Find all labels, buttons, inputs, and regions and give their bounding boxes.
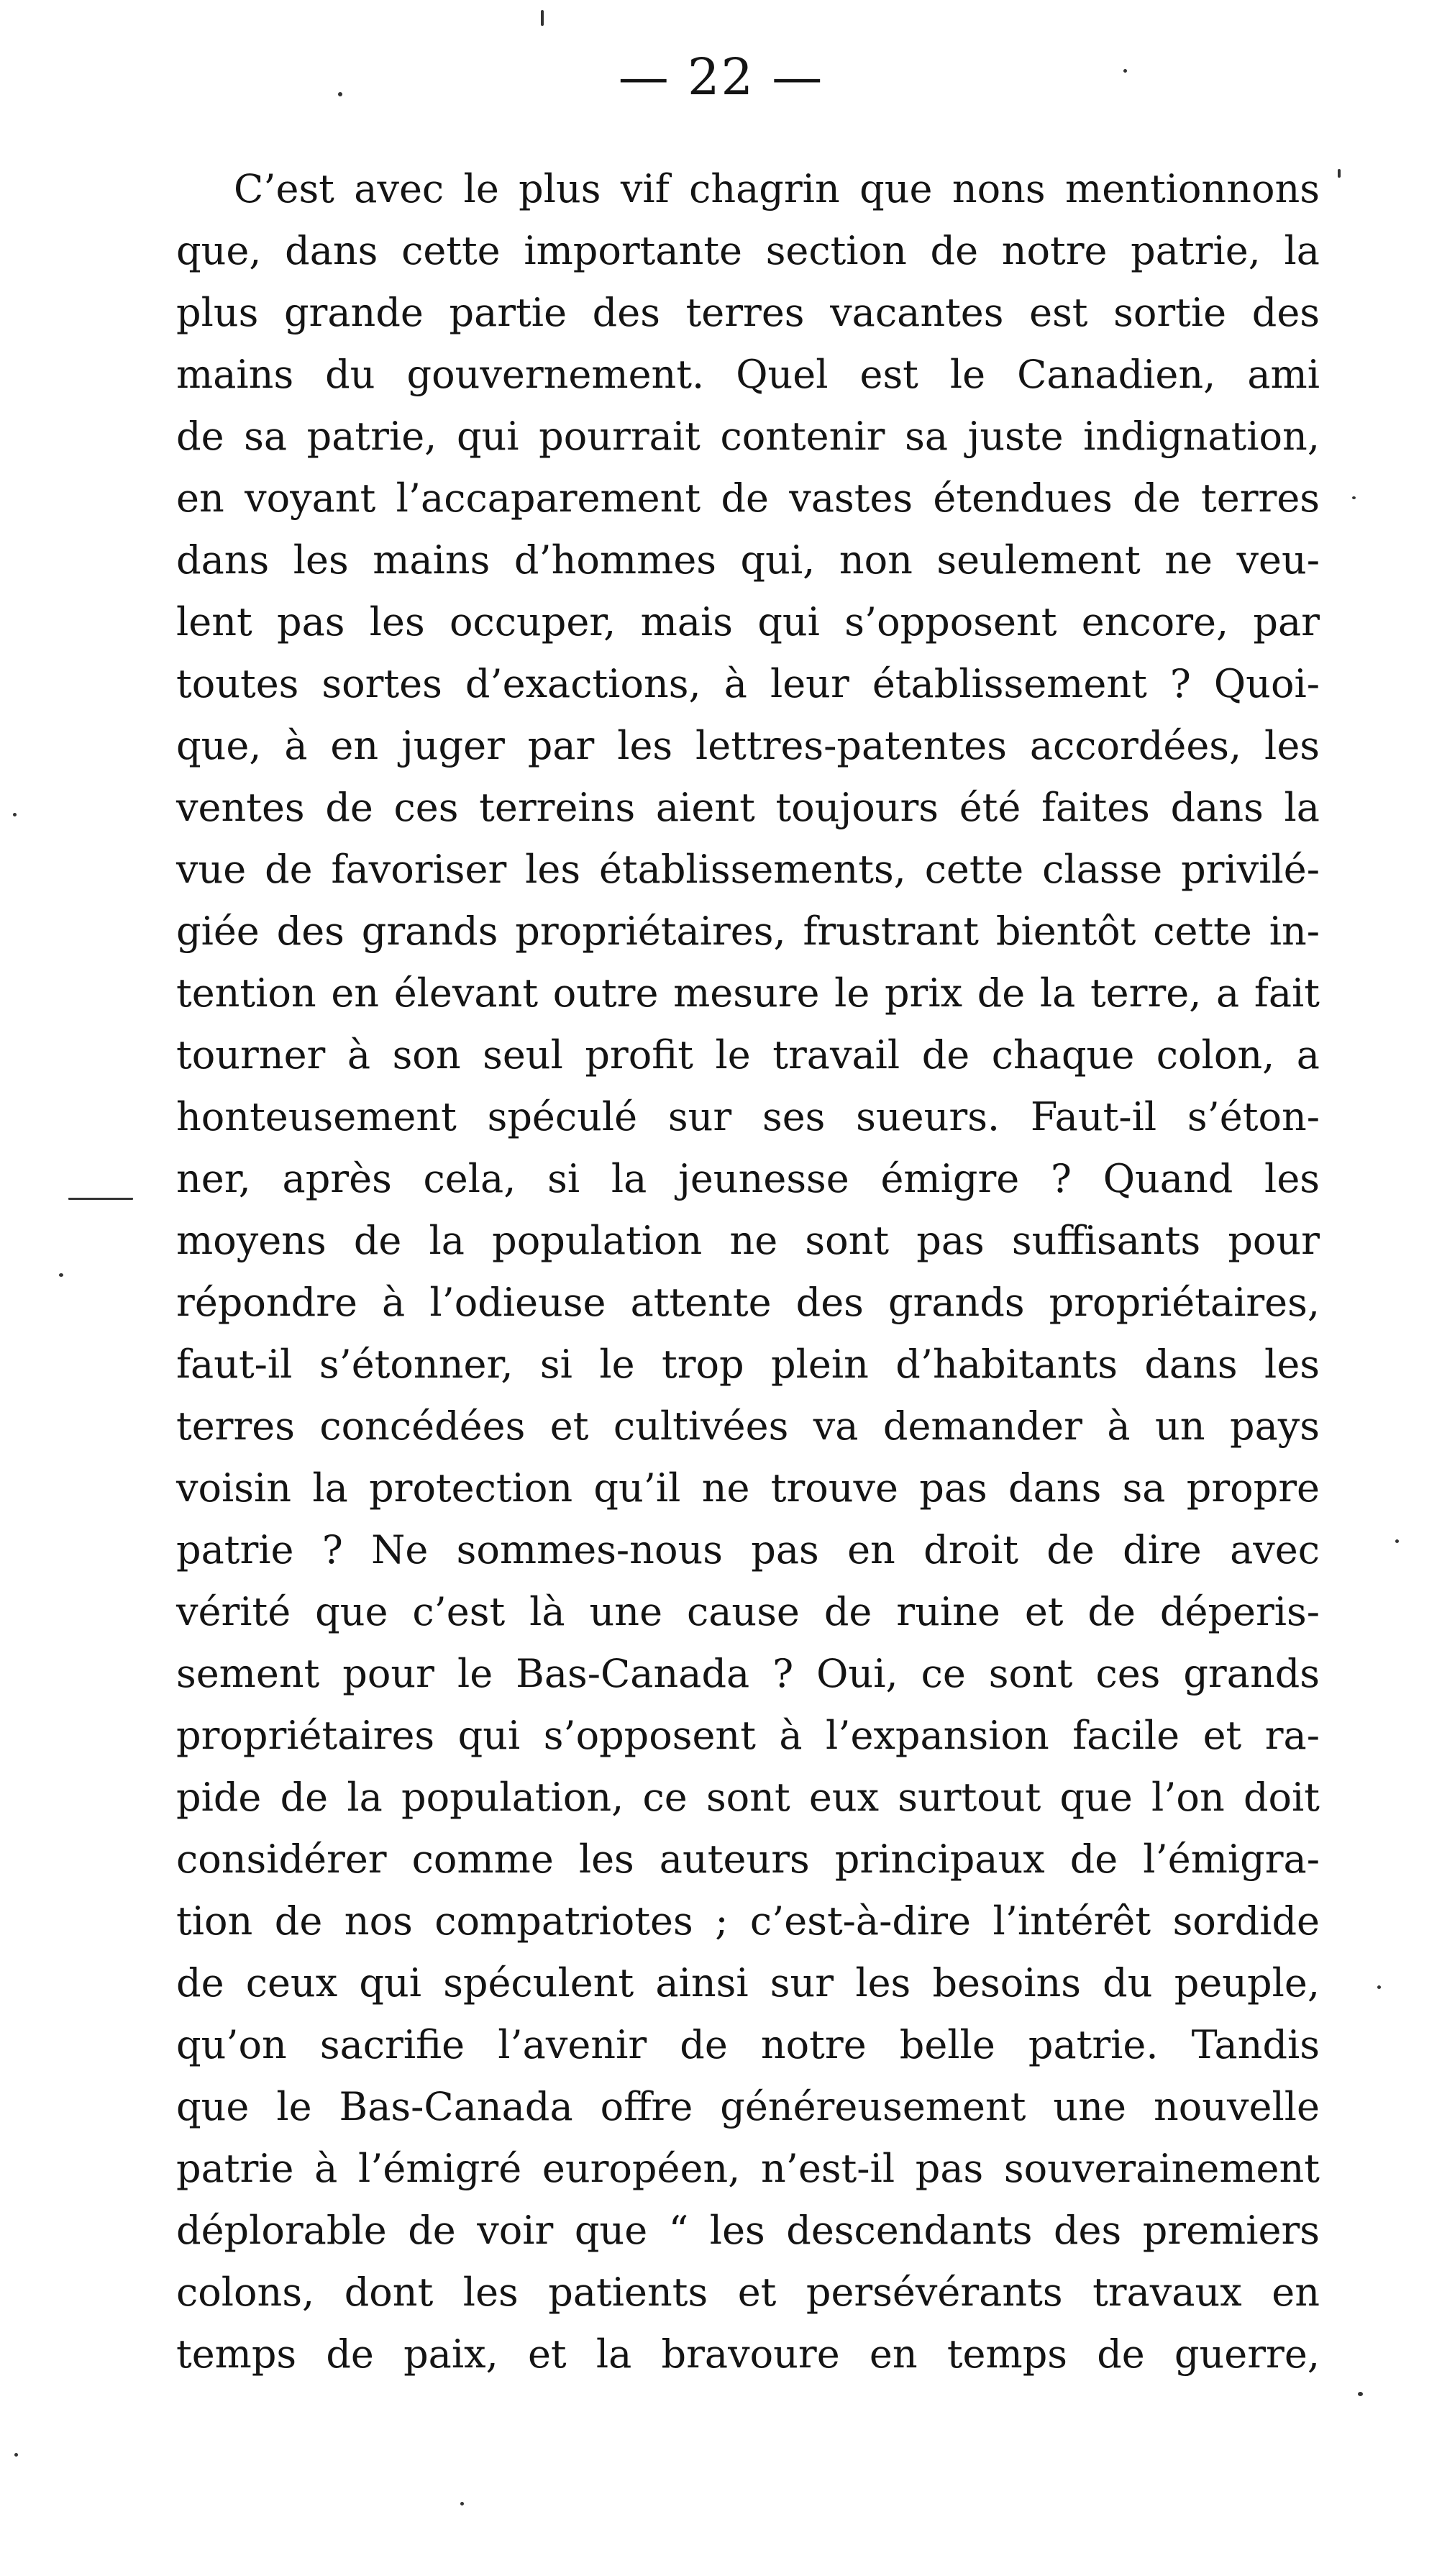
scan-speck [1395, 1539, 1399, 1543]
text-line: qu’on sacrifie l’avenir de notre belle patrie. Tandis [176, 2022, 1320, 2067]
text-line: déplorable de voir que “ les descendants des premiers [176, 2208, 1320, 2253]
text-line: sement pour le Bas-Canada ? Oui, ce sont ces grands [176, 1651, 1320, 1696]
scan-speck [1123, 69, 1127, 73]
scan-speck [1358, 2392, 1363, 2396]
text-line: patrie ? Ne sommes-nous pas en droit de dire avec [176, 1527, 1320, 1573]
text-line: en voyant l’accaparement de vastes étendues de terres [176, 475, 1320, 521]
text-line: vue de favoriser les établissements, cette classe privilé- [176, 847, 1320, 892]
text-line: dans les mains d’hommes qui, non seulement ne veu- [176, 537, 1320, 583]
scan-speck [59, 1273, 63, 1277]
text-line: tourner à son seul profit le travail de chaque colon, a [176, 1032, 1320, 1078]
scan-speck [13, 813, 17, 816]
scan-speck [1338, 169, 1341, 178]
text-line: propriétaires qui s’opposent à l’expansion facile et ra- [176, 1713, 1320, 1758]
text-line: terres concédées et cultivées va demander à un pays [176, 1403, 1320, 1449]
text-line: colons, dont les patients et persévérants travaux en [176, 2270, 1320, 2315]
body-text [176, 158, 1320, 2385]
scan-speck [14, 2453, 18, 2457]
text-line: de ceux qui spéculent ainsi sur les besoins du peuple, [176, 1960, 1320, 2006]
scan-speck [68, 1198, 133, 1200]
text-line: tention en élevant outre mesure le prix de la terre, a fait [176, 970, 1320, 1016]
text-line: mains du gouvernement. Quel est le Canadien, ami [176, 352, 1320, 397]
text-line: toutes sortes d’exactions, à leur établissement ? Quoi- [176, 661, 1320, 706]
text-line: plus grande partie des terres vacantes est sortie des [176, 290, 1320, 335]
scan-speck [1377, 1985, 1381, 1989]
text-line: moyens de la population ne sont pas suffisants pour [176, 1218, 1320, 1263]
text-line: répondre à l’odieuse attente des grands propriétaires, [176, 1280, 1320, 1325]
page-number: — 22 — [618, 47, 824, 106]
text-line: C’est avec le plus vif chagrin que nons mentionnons [234, 166, 1320, 211]
text-line: voisin la protection qu’il ne trouve pas dans sa propre [176, 1465, 1320, 1511]
scan-speck [1352, 496, 1356, 499]
text-line: vérité que c’est là une cause de ruine et de déperis- [176, 1589, 1320, 1634]
text-line: pide de la population, ce sont eux surtout que l’on doit [176, 1775, 1320, 1820]
text-line: ventes de ces terreins aient toujours été faites dans la [176, 785, 1320, 830]
text-line: que le Bas-Canada offre généreusement une nouvelle [176, 2084, 1320, 2129]
text-line: lent pas les occuper, mais qui s’opposent encore, par [176, 599, 1320, 645]
text-line: ner, après cela, si la jeunesse émigre ? Quand les [176, 1156, 1320, 1201]
text-line: honteusement spéculé sur ses sueurs. Faut-il s’éton- [176, 1094, 1320, 1139]
scan-speck [541, 10, 544, 26]
text-line: tion de nos compatriotes ; c’est-à-dire l’intérêt sordide [176, 1898, 1320, 1944]
text-line: giée des grands propriétaires, frustrant bientôt cette in- [176, 909, 1320, 954]
text-line: considérer comme les auteurs principaux de l’émigra- [176, 1837, 1320, 1882]
text-line: de sa patrie, qui pourrait contenir sa juste indignation, [176, 414, 1320, 459]
scan-speck [460, 2502, 464, 2506]
text-line: patrie à l’émigré européen, n’est-il pas souverainement [176, 2146, 1320, 2191]
text-line: que, à en juger par les lettres-patentes accordées, les [176, 723, 1320, 768]
text-line: temps de paix, et la bravoure en temps de guerre, [176, 2331, 1320, 2377]
text-line: que, dans cette importante section de notre patrie, la [176, 228, 1320, 273]
scan-speck [338, 92, 342, 96]
text-line: faut-il s’étonner, si le trop plein d’habitants dans les [176, 1342, 1320, 1387]
